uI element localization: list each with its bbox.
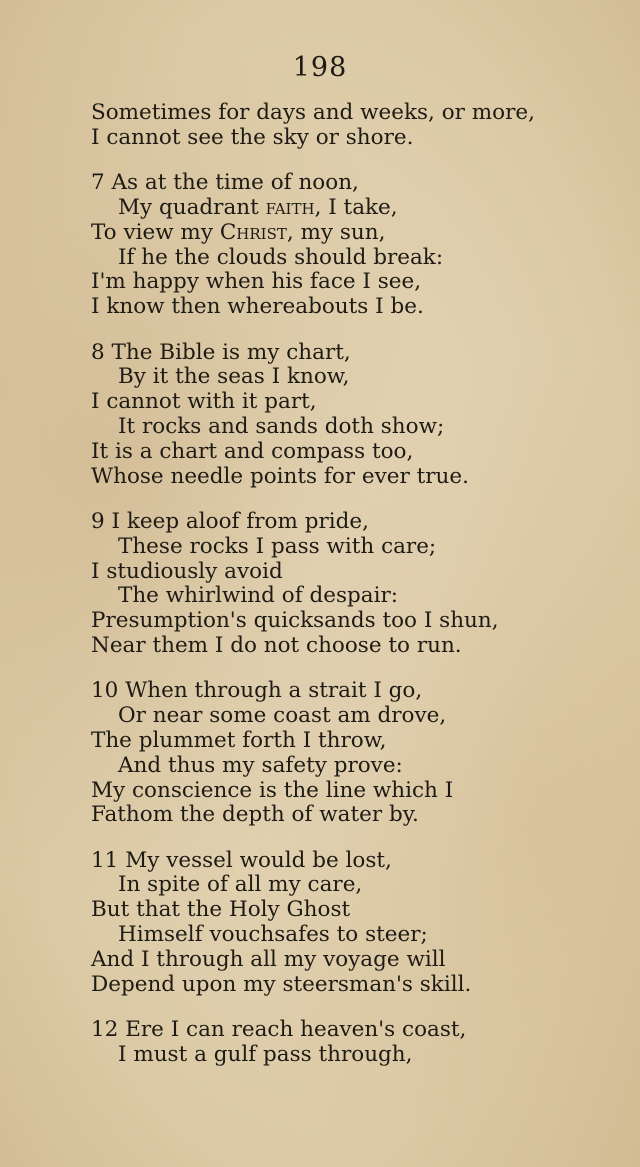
verse-line-text: I keep aloof from pride,	[111, 508, 369, 534]
small-caps-word: faith	[265, 194, 315, 220]
verse-line-text: My quadrant	[118, 194, 266, 220]
verse-line: The plummet forth I throw,	[91, 727, 387, 753]
verse-line: Near them I do not choose to run.	[91, 632, 462, 658]
verse-line-text: Ere I can reach heaven's coast,	[125, 1017, 467, 1043]
verse-line: In spite of all my care,	[118, 872, 363, 898]
verse-line-text: , my sun,	[286, 219, 386, 245]
verse-line	[0, 221, 640, 246]
stanza-8	[0, 341, 640, 490]
verse-line-text: The Bible is my chart,	[111, 339, 351, 365]
stanza-gap	[0, 997, 640, 1018]
verse-line	[0, 679, 640, 704]
stanza-gap	[0, 151, 640, 172]
verse-line-text: When through a strait I go,	[125, 678, 423, 704]
stanza-number: 7	[91, 170, 105, 196]
verse-line-text: , I take,	[314, 194, 398, 220]
stanza-number: 11	[91, 847, 119, 873]
hymn-text	[0, 101, 640, 1068]
stanza-number: 9	[91, 508, 105, 534]
stanza-gap	[0, 320, 640, 341]
verse-line: Sometimes for days and weeks, or more,	[91, 100, 535, 125]
verse-line	[0, 510, 640, 535]
verse-line: I know then whereabouts I be.	[91, 294, 424, 320]
stanza-10	[0, 679, 640, 828]
stanza-number: 8	[91, 339, 105, 365]
verse-line: Whose needle points for ever true.	[91, 463, 469, 489]
stanza-gap	[0, 659, 640, 680]
verse-line: I studiously avoid	[91, 558, 283, 584]
page-number: 198	[292, 52, 348, 83]
stanza-7	[0, 171, 640, 320]
verse-line: Depend upon my steersman's skill.	[91, 971, 472, 997]
verse-line: I cannot with it part,	[91, 389, 317, 415]
stanza-11	[0, 849, 640, 998]
verse-line: Presumption's quicksands too I shun,	[91, 608, 499, 634]
stanza-12	[0, 1018, 640, 1068]
verse-line: The whirlwind of despair:	[118, 583, 398, 609]
verse-line: But that the Holy Ghost	[91, 897, 351, 923]
verse-line: I cannot see the sky or shore.	[91, 124, 414, 150]
stanza-number: 10	[91, 678, 119, 704]
verse-line-text: As at the time of noon,	[111, 170, 359, 196]
verse-line-text: To view my	[91, 219, 220, 245]
verse-line: Himself vouchsafes to steer;	[118, 922, 428, 948]
verse-line: My conscience is the line which I	[91, 777, 454, 803]
stanza-number: 12	[91, 1017, 119, 1043]
verse-line: I must a gulf pass through,	[118, 1041, 413, 1067]
verse-line: If he the clouds should break:	[118, 244, 444, 270]
verse-line	[0, 171, 640, 196]
verse-line-text: My vessel would be lost,	[125, 847, 392, 873]
verse-line	[0, 196, 640, 221]
stanza-9	[0, 510, 640, 659]
verse-line: Or near some coast am drove,	[118, 703, 447, 729]
verse-line	[0, 341, 640, 366]
verse-line: And thus my safety prove:	[118, 752, 403, 778]
verse-line: Fathom the depth of water by.	[91, 802, 419, 828]
stanza-6-end	[0, 101, 640, 151]
stanza-gap	[0, 489, 640, 510]
small-caps-word: Christ	[219, 219, 287, 245]
verse-line: By it the seas I know,	[118, 364, 350, 390]
verse-line: And I through all my voyage will	[91, 946, 446, 972]
verse-line: It rocks and sands doth show;	[118, 413, 445, 439]
verse-line: It is a chart and compass too,	[91, 438, 414, 464]
verse-line	[0, 849, 640, 874]
verse-line: These rocks I pass with care;	[118, 533, 437, 559]
stanza-gap	[0, 828, 640, 849]
verse-line	[0, 1018, 640, 1043]
verse-line: I'm happy when his face I see,	[91, 269, 422, 295]
